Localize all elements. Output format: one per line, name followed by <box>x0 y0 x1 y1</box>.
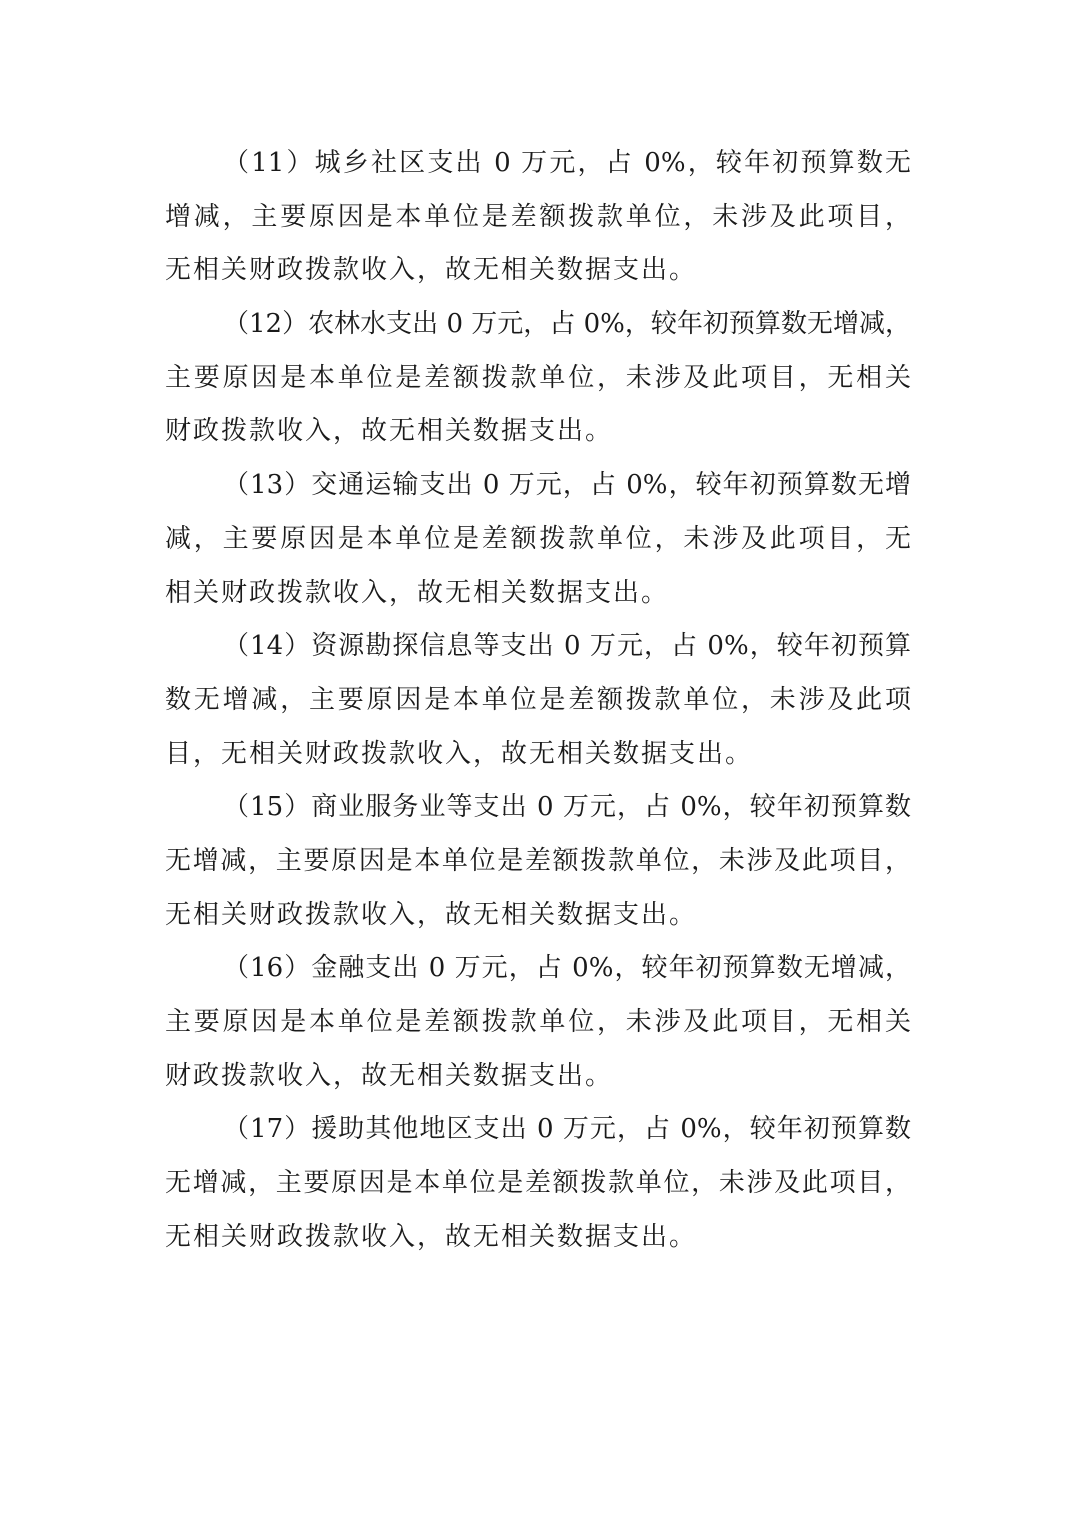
paragraph-line: 财政拨款收入，故无相关数据支出。 <box>165 416 614 447</box>
document-body <box>165 137 911 1264</box>
paragraph-line: （12）农林水支出 0 万元，占 0%，较年初预算数无增减， <box>223 309 911 340</box>
paragraph-line: 无相关财政拨款收入，故无相关数据支出。 <box>165 255 698 286</box>
paragraph-12 <box>165 298 911 459</box>
paragraph-line: 无增减，主要原因是本单位是差额拨款单位，未涉及此项目， <box>165 1168 911 1199</box>
paragraph-line: 目，无相关财政拨款收入，故无相关数据支出。 <box>165 738 754 769</box>
paragraph-line: （14）资源勘探信息等支出 0 万元，占 0%，较年初预算 <box>223 631 911 662</box>
paragraph-line: 主要原因是本单位是差额拨款单位，未涉及此项目，无相关 <box>165 362 911 393</box>
paragraph-line: 减，主要原因是本单位是差额拨款单位，未涉及此项目，无 <box>165 523 911 554</box>
paragraph-line: 主要原因是本单位是差额拨款单位，未涉及此项目，无相关 <box>165 1007 911 1037</box>
paragraph-line: 增减，主要原因是本单位是差额拨款单位，未涉及此项目， <box>165 201 911 232</box>
paragraph-11 <box>165 137 911 298</box>
paragraph-13 <box>165 459 911 620</box>
paragraph-line: 数无增减，主要原因是本单位是差额拨款单位，未涉及此项 <box>165 684 911 715</box>
paragraph-line: 无增减，主要原因是本单位是差额拨款单位，未涉及此项目， <box>165 845 911 876</box>
paragraph-line: 无相关财政拨款收入，故无相关数据支出。 <box>165 1221 698 1252</box>
paragraph-line: （15）商业服务业等支出 0 万元，占 0%，较年初预算数 <box>223 792 911 823</box>
paragraph-line: （13）交通运输支出 0 万元，占 0%，较年初预算数无增 <box>223 470 911 501</box>
paragraph-line: 相关财政拨款收入，故无相关数据支出。 <box>165 577 670 608</box>
paragraph-15 <box>165 781 911 942</box>
paragraph-line: 财政拨款收入，故无相关数据支出。 <box>165 1060 614 1091</box>
paragraph-line: （16）金融支出 0 万元，占 0%，较年初预算数无增减， <box>223 953 911 984</box>
paragraph-14 <box>165 620 911 781</box>
paragraph-line: （17）援助其他地区支出 0 万元，占 0%，较年初预算数 <box>223 1114 911 1145</box>
paragraph-line: 无相关财政拨款收入，故无相关数据支出。 <box>165 899 698 930</box>
paragraph-16 <box>165 942 911 1103</box>
paragraph-line: （11）城乡社区支出 0 万元，占 0%，较年初预算数无 <box>223 148 911 178</box>
paragraph-17 <box>165 1103 911 1264</box>
